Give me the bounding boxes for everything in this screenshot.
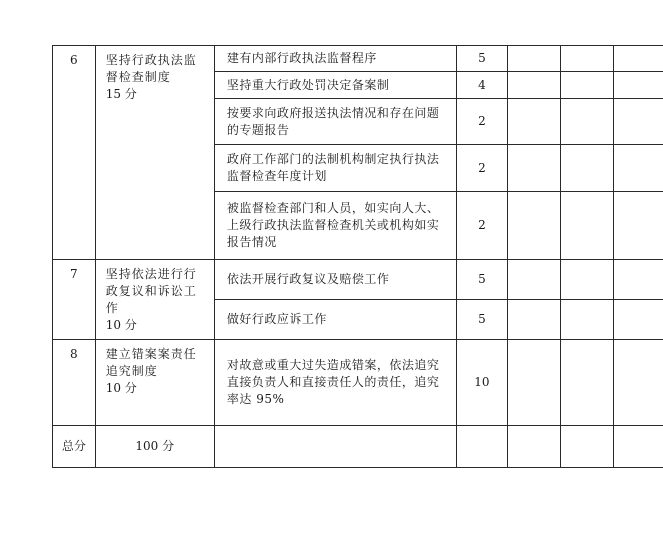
item-number: 6 [53, 46, 96, 260]
table-row [53, 46, 663, 72]
blank-cell [508, 192, 561, 260]
blank-cell [560, 99, 613, 145]
criterion-text: 坚持重大行政处罚决定备案制 [214, 72, 456, 99]
item-number: 8 [53, 340, 96, 426]
blank-cell [508, 145, 561, 192]
criterion-score: 2 [456, 99, 507, 145]
criterion-score: 5 [456, 260, 507, 300]
criterion-score: 5 [456, 46, 507, 72]
blank-cell [508, 260, 561, 300]
item-name: 建立错案案责任追究制度 [105, 347, 197, 378]
criterion-text: 建有内部行政执法监督程序 [214, 46, 456, 72]
item-title [95, 340, 214, 426]
blank-cell [613, 260, 663, 300]
total-row [53, 426, 663, 468]
item-name: 坚持行政执法监督检查制度 [105, 53, 197, 84]
blank-cell [613, 145, 663, 192]
blank-cell [613, 192, 663, 260]
criterion-text: 依法开展行政复议及赔偿工作 [214, 260, 456, 300]
blank-cell [613, 300, 663, 340]
criterion-text: 做好行政应诉工作 [214, 300, 456, 340]
criterion-score: 5 [456, 300, 507, 340]
criterion-score: 10 [456, 340, 507, 426]
blank-cell [560, 340, 613, 426]
total-label: 总分 [53, 426, 96, 468]
blank-cell [508, 46, 561, 72]
blank-cell [508, 300, 561, 340]
table-row [53, 340, 663, 426]
blank-cell [508, 340, 561, 426]
item-points: 10 分 [105, 318, 137, 332]
blank-cell [613, 99, 663, 145]
item-points: 10 分 [105, 381, 137, 395]
blank-cell [560, 145, 613, 192]
blank-cell [613, 46, 663, 72]
criterion-score: 2 [456, 192, 507, 260]
total-value: 100 分 [95, 426, 214, 468]
item-title [95, 260, 214, 340]
blank-cell [560, 300, 613, 340]
criterion-text: 政府工作部门的法制机构制定执行执法监督检查年度计划 [214, 145, 456, 192]
criterion-score: 2 [456, 145, 507, 192]
blank-cell [456, 426, 507, 468]
blank-cell [508, 72, 561, 99]
criterion-text: 对故意或重大过失造成错案，依法追究直接负责人和直接责任人的责任，追究率达 95% [214, 340, 456, 426]
item-name: 坚持依法进行行政复议和诉讼工作 [105, 267, 197, 315]
blank-cell [560, 192, 613, 260]
blank-cell [508, 426, 561, 468]
blank-cell [508, 99, 561, 145]
assessment-table [52, 45, 663, 468]
criterion-score: 4 [456, 72, 507, 99]
blank-cell [560, 72, 613, 99]
item-title [95, 46, 214, 260]
criterion-text: 被监督检查部门和人员，如实向人大、上级行政执法监督检查机关或机构如实报告情况 [214, 192, 456, 260]
blank-cell [613, 426, 663, 468]
blank-cell [214, 426, 456, 468]
blank-cell [613, 340, 663, 426]
table-row [53, 260, 663, 300]
blank-cell [560, 260, 613, 300]
blank-cell [560, 426, 613, 468]
blank-cell [613, 72, 663, 99]
criterion-text: 按要求向政府报送执法情况和存在问题的专题报告 [214, 99, 456, 145]
item-number: 7 [53, 260, 96, 340]
blank-cell [560, 46, 613, 72]
item-points: 15 分 [105, 87, 137, 101]
